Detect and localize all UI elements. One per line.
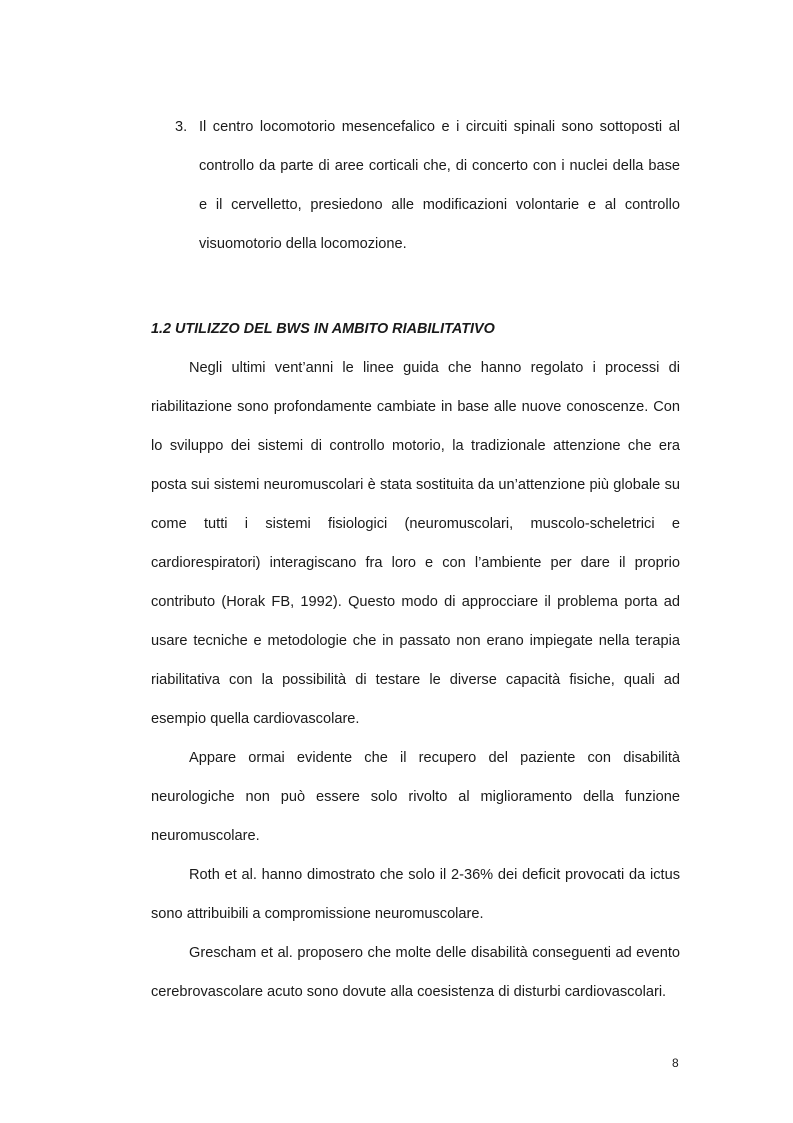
paragraph: Negli ultimi vent’anni le linee guida che hanno regolato i processi di riabilitazione sono profondamente cambiate in base alle nuove conoscenze. Con lo sviluppo dei sistemi di controllo motorio, la tradizionale attenzione che era posta sui sistemi neuromuscolari è stata sostituita da un’attenzione più globale su come tutti i sistemi fisiologici (neuromuscolari, muscolo-scheletrici e cardiorespiratori) interagiscano fra loro e con l’ambiente per dare il proprio contributo (Horak FB, 1992). Questo modo di approcciare il problema porta ad usare tecniche e metodologie che in passato non erano impiegate nella terapia riabilitativa con la possibilità di testare le diverse capacità fisiche, quali ad esempio quella cardiovascolare. — [151, 360, 680, 727]
section-body — [151, 349, 680, 1012]
list-item-number: 3. — [175, 119, 188, 135]
paragraph: Grescham et al. proposero che molte delle disabilità conseguenti ad evento cerebrovascolare acuto sono dovute alla coesistenza di disturbi cardiovascolari. — [151, 945, 680, 1000]
paragraph: Roth et al. hanno dimostrato che solo il 2-36% dei deficit provocati da ictus sono attribuibili a compromissione neuromuscolare. — [151, 867, 680, 922]
paragraph: Appare ormai evidente che il recupero del paziente con disabilità neurologiche non può essere solo rivolto al miglioramento della funzione neuromuscolare. — [151, 750, 680, 844]
numbered-list-item — [175, 108, 680, 264]
page-number: 8 — [672, 1056, 679, 1070]
list-item-text: Il centro locomotorio mesencefalico e i circuiti spinali sono sottoposti al controllo da parte di aree corticali che, di concerto con i nuclei della base e il cervelletto, presiedono alle modificazioni volontarie e al controllo visuomotorio della locomozione. — [199, 119, 680, 252]
section-heading: 1.2 UTILIZZO DEL BWS IN AMBITO RIABILITATIVO — [151, 321, 495, 337]
